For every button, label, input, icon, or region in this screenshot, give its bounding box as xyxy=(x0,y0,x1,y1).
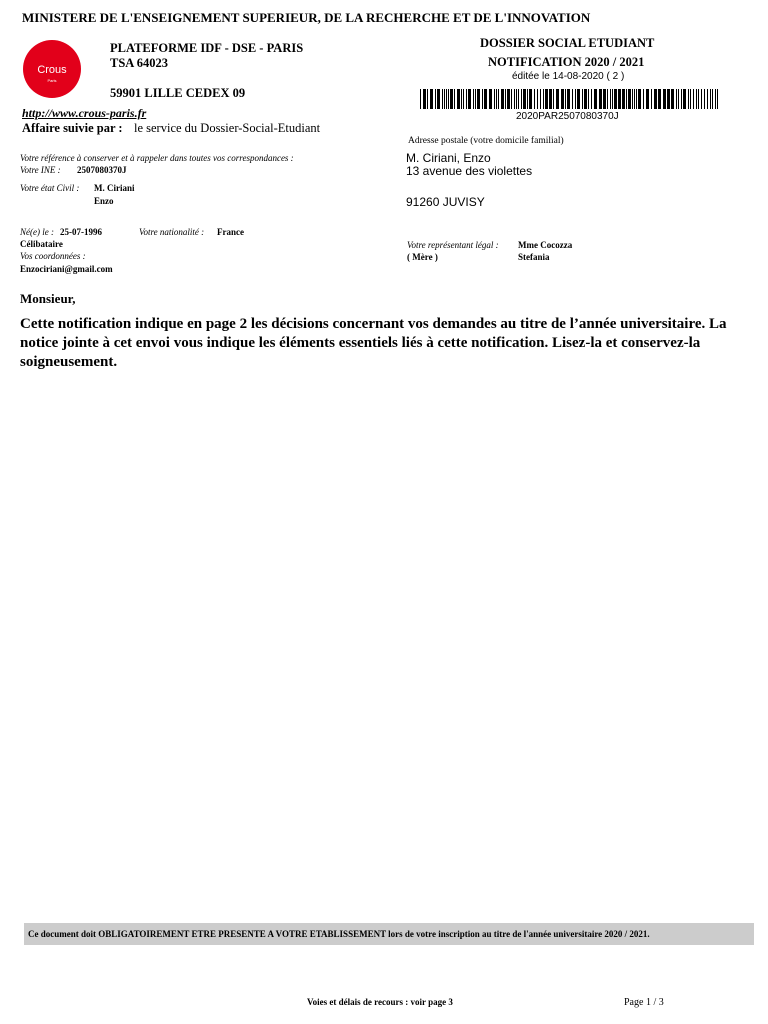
logo-text: Crous xyxy=(37,64,67,76)
barcode-bar xyxy=(505,89,506,109)
barcode-bar xyxy=(527,89,528,109)
barcode-bar xyxy=(442,89,443,109)
barcode-bar xyxy=(636,89,637,109)
barcode-bar xyxy=(529,89,532,109)
barcode-bar xyxy=(553,89,554,109)
barcode-bar xyxy=(468,89,471,109)
address-line-1: M. Ciriani, Enzo xyxy=(406,151,491,165)
barcode-bar xyxy=(626,89,627,109)
barcode-bar xyxy=(450,89,453,109)
marital-status: Célibataire xyxy=(20,239,63,249)
contact-label: Vos coordonnées : xyxy=(20,251,86,261)
barcode-bar xyxy=(618,89,621,109)
barcode-bar xyxy=(461,89,462,109)
barcode-bar xyxy=(507,89,510,109)
barcode-bar xyxy=(516,89,517,109)
barcode-bar xyxy=(521,89,522,109)
barcode-bar xyxy=(696,89,697,109)
mandatory-notice-banner: Ce document doit OBLIGATOIREMENT ETRE PRESENTE A VOTRE ETABLISSEMENT lors de votre inscription au titre de l'année universitaire 2020 / 2021. xyxy=(24,923,754,945)
representative-relation: ( Mère ) xyxy=(407,252,438,262)
barcode-bar xyxy=(651,89,652,109)
barcode-bar xyxy=(457,89,460,109)
appeal-info: Voies et délais de recours : voir page 3 xyxy=(307,997,453,1007)
barcode-bar xyxy=(658,89,661,109)
barcode-bar xyxy=(577,89,580,109)
barcode-bar xyxy=(603,89,606,109)
barcode-bar xyxy=(707,89,708,109)
civil-status-firstname: Enzo xyxy=(94,196,114,206)
barcode-bar xyxy=(446,89,447,109)
barcode-bar xyxy=(454,89,455,109)
address-line-2: 13 avenue des violettes xyxy=(406,164,533,178)
barcode-bar xyxy=(683,89,686,109)
barcode-bar xyxy=(420,89,421,109)
barcode-bar xyxy=(591,89,592,109)
barcode-bar xyxy=(584,89,587,109)
barcode-bar xyxy=(628,89,631,109)
barcode-bar xyxy=(646,89,649,109)
barcode-bar xyxy=(671,89,674,109)
barcode-bar xyxy=(537,89,538,109)
letter-body: Cette notification indique en page 2 les décisions concernant vos demandes au titre de l’année universitaire. La notice jointe à cet envoi vous indique les éléments essentiels liés à cette notification. Lisez-la et conservez-la soigneusement. xyxy=(20,316,727,370)
barcode-bar xyxy=(704,89,705,109)
barcode-number: 2020PAR2507080370J xyxy=(516,111,619,122)
barcode-bar xyxy=(435,89,436,109)
barcode-bar xyxy=(565,89,566,109)
barcode-bar xyxy=(540,89,541,109)
document-title: DOSSIER SOCIAL ETUDIANT xyxy=(480,36,655,50)
barcode-bar xyxy=(473,89,474,109)
sender-line-3: 59901 LILLE CEDEX 09 xyxy=(110,86,246,100)
barcode-bar xyxy=(477,89,480,109)
barcode-bar xyxy=(518,89,519,109)
barcode-bar xyxy=(511,89,512,109)
barcode-bar xyxy=(638,89,641,109)
civil-status-name: M. Ciriani xyxy=(94,183,135,193)
barcode-bar xyxy=(715,89,716,109)
barcode-bar xyxy=(663,89,666,109)
barcode-bar xyxy=(437,89,440,109)
address-label: Adresse postale (votre domicile familial) xyxy=(408,136,564,146)
barcode-bar xyxy=(701,89,702,109)
barcode-bar xyxy=(667,89,670,109)
birth-date-value: 25-07-1996 xyxy=(60,227,102,237)
address-line-3: 91260 JUVISY xyxy=(406,195,485,209)
barcode-bar xyxy=(712,89,713,109)
barcode-bar xyxy=(523,89,526,109)
barcode-bar xyxy=(690,89,691,109)
barcode-bar xyxy=(561,89,564,109)
reference-label: Votre référence à conserver et à rappeler dans toutes vos correspondances : xyxy=(20,153,294,163)
affaire-label: Affaire suivie par : xyxy=(22,121,123,135)
sender-line-1: PLATEFORME IDF - DSE - PARIS xyxy=(110,41,304,55)
logo-subtext: Paris xyxy=(47,78,57,83)
barcode-bar xyxy=(710,89,711,109)
barcode-bar xyxy=(612,89,613,109)
page-number: Page 1 / 3 xyxy=(624,997,664,1008)
barcode-bar xyxy=(498,89,499,109)
barcode-bar xyxy=(681,89,682,109)
barcode-bar xyxy=(534,89,535,109)
civil-status-label: Votre état Civil : xyxy=(20,183,80,193)
barcode-bar xyxy=(489,89,492,109)
ine-value: 2507080370J xyxy=(77,165,127,175)
barcode-bar xyxy=(607,89,608,109)
barcode-bar xyxy=(482,89,483,109)
barcode-bar xyxy=(575,89,576,109)
barcode-bar xyxy=(717,89,718,109)
barcode-bar xyxy=(549,89,552,109)
representative-name: Mme Cocozza xyxy=(518,240,573,250)
barcode-bar xyxy=(448,89,449,109)
barcode-bar xyxy=(543,89,544,109)
barcode-bar xyxy=(678,89,679,109)
barcode-bar xyxy=(475,89,476,109)
barcode-bar xyxy=(594,89,597,109)
barcode-bar xyxy=(698,89,699,109)
sender-line-2: TSA 64023 xyxy=(110,56,169,70)
representative-firstname: Stefania xyxy=(518,252,550,262)
barcode-bar xyxy=(622,89,625,109)
notification-year: NOTIFICATION 2020 / 2021 xyxy=(488,55,645,69)
barcode xyxy=(420,89,722,109)
barcode-bar xyxy=(634,89,635,109)
barcode-bar xyxy=(654,89,657,109)
barcode-bar xyxy=(572,89,573,109)
barcode-bar xyxy=(688,89,689,109)
barcode-bar xyxy=(423,89,426,109)
nationality-value: France xyxy=(217,227,244,237)
barcode-bar xyxy=(643,89,644,109)
barcode-bar xyxy=(466,89,467,109)
barcode-bar xyxy=(599,89,602,109)
barcode-bar xyxy=(514,89,515,109)
barcode-bar xyxy=(693,89,694,109)
barcode-bar xyxy=(484,89,487,109)
crous-website-link[interactable]: http://www.crous-paris.fr xyxy=(22,106,147,120)
barcode-bar xyxy=(501,89,504,109)
barcode-bar xyxy=(444,89,445,109)
ministry-heading: MINISTERE DE L'ENSEIGNEMENT SUPERIEUR, DE LA RECHERCHE ET DE L'INNOVATION xyxy=(22,10,591,25)
email-address: Enzociriani@gmail.com xyxy=(20,264,113,274)
barcode-bar xyxy=(463,89,464,109)
barcode-bar xyxy=(614,89,617,109)
barcode-bar xyxy=(582,89,583,109)
barcode-bar xyxy=(545,89,548,109)
barcode-bar xyxy=(632,89,633,109)
barcode-bar xyxy=(567,89,570,109)
barcode-bar xyxy=(427,89,428,109)
barcode-bar xyxy=(494,89,495,109)
barcode-bar xyxy=(430,89,433,109)
affaire-value: le service du Dossier-Social-Etudiant xyxy=(134,121,321,135)
barcode-bar xyxy=(496,89,497,109)
barcode-bar xyxy=(556,89,559,109)
barcode-bar xyxy=(588,89,589,109)
edition-date: éditée le 14-08-2020 ( 2 ) xyxy=(512,71,625,82)
nationality-label: Votre nationalité : xyxy=(139,227,205,237)
representative-label: Votre représentant légal : xyxy=(407,240,499,250)
ine-label: Votre INE : xyxy=(20,165,61,175)
barcode-bar xyxy=(610,89,611,109)
barcode-bar xyxy=(676,89,677,109)
birth-date-label: Né(e) le : xyxy=(20,227,54,237)
crous-logo xyxy=(21,40,83,98)
letter-greeting: Monsieur, xyxy=(20,291,76,306)
